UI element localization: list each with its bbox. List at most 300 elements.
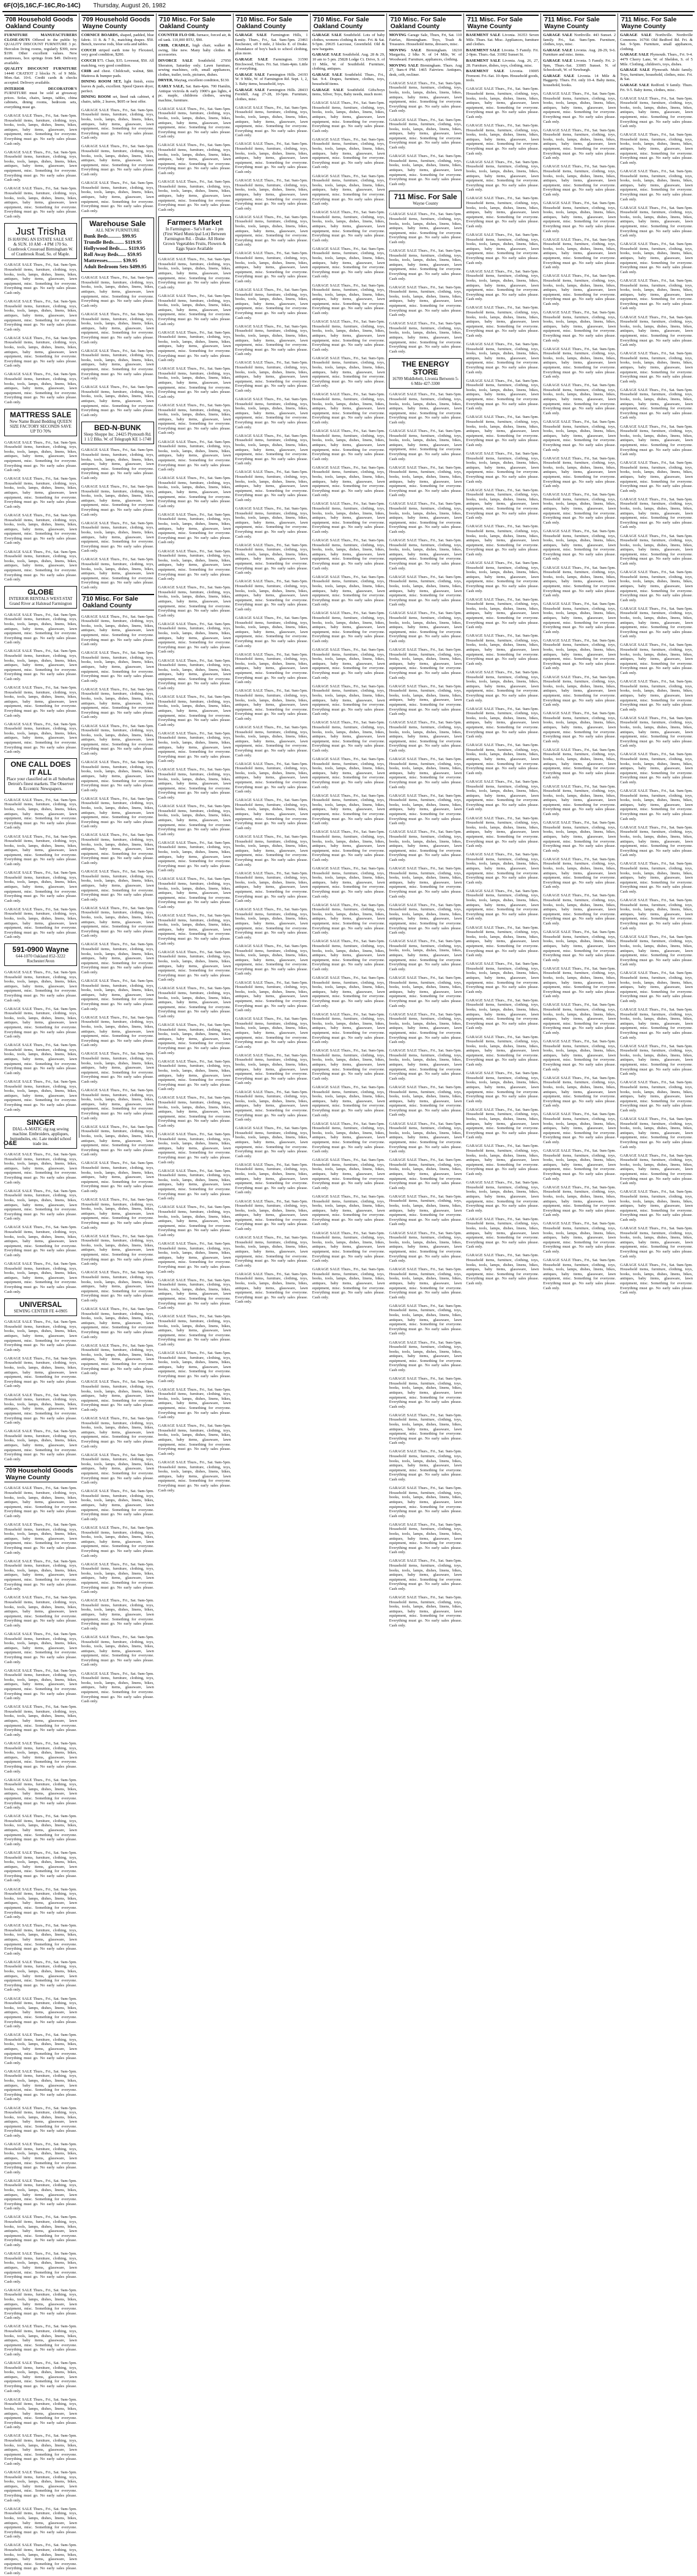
classified-ad-text: GARAGE SALE Thurs., Fri., Sat. 9am-5pm. Household items, furniture, clothing, toys, books, tools, lamps, dishes, linens, bikes, antiques, baby items, glassware, lawn equipment, misc. Something for everyone. Everything must go. No early sales please. Cash only. bbox=[543, 310, 616, 343]
classified-ad-text: GARAGE SALE Thurs., Fri., Sat. 9am-5pm. Household items, furniture, clothing, toys, books, tools, lamps, dishes, linens, bikes, antiques, baby items, glassware, lawn equipment, misc. Something for everyone. Everything must go. No early sales please. Cash only. bbox=[543, 747, 616, 780]
classified-ad-text: GARAGE SALE Thurs., Fri., Sat. 9am-5pm. Household items, furniture, clothing, toys, books, tools, lamps, dishes, linens, bikes, antiques, baby items, glassware, lawn equipment, misc. Something for everyone. Everything must go. No early sales please. Cash only. bbox=[312, 356, 385, 389]
classified-ad bbox=[81, 48, 154, 57]
ad-body: Farmington Hills, 1 family. Thurs., Fri., Sat. 9am-5pm. 23461 Rochester, off 9 mile, 2 blocks E. of Drake. Abundance of boy's back to school clothing, plus more. bbox=[235, 33, 308, 56]
display-ad bbox=[81, 218, 154, 272]
classified-ad-text: GARAGE SALE Thurs., Fri., Sat. 9am-5pm. Household items, furniture, clothing, toys, books, tools, lamps, dishes, linens, bikes, antiques, baby items, glassware, lawn equipment, misc. Something for everyone. Everything must go. No early sales please. Cash only. bbox=[389, 392, 462, 425]
ad-body: Birmingham. Thurs. Aug 27, 9am-4 PM. 1465 Fairview. Antiques, desk, crib, recliner. bbox=[389, 63, 462, 77]
column-3 bbox=[157, 13, 234, 1493]
classified-ad-text: GARAGE SALE Thurs., Fri., Sat. 9am-5pm. Household items, furniture, clothing, toys, books, tools, lamps, dishes, linens, bikes, antiques, baby items, glassware, lawn equipment, misc. Something for everyone. Everything must go. No early sales please. Cash only. bbox=[81, 1416, 154, 1449]
ad-headline: GARAGE SALE bbox=[312, 72, 342, 77]
category-title: 709 Household Goods bbox=[6, 1466, 73, 1474]
classified-ad-text: GARAGE SALE Thurs., Fri., Sat. 9am-5pm. Household items, furniture, clothing, toys, books, tools, lamps, dishes, linens, bikes, antiques, baby items, glassware, lawn equipment, misc. Something for everyone. Everything must go. No early sales please. Cash only. bbox=[389, 321, 462, 354]
classified-ad-text: GARAGE SALE Thurs., Fri., Sat. 9am-5pm. Household items, furniture, clothing, toys, books, tools, lamps, dishes, linens, bikes, antiques, baby items, glassware, lawn equipment, misc. Something for everyone. Everything must go. No early sales please. Cash only. bbox=[4, 1850, 77, 1883]
ad-headline: COUCH bbox=[81, 48, 97, 53]
classified-ad-text: GARAGE SALE Thurs., Fri., Sat. 9am-5pm. Household items, furniture, clothing, toys, books, tools, lamps, dishes, linens, bikes, antiques, baby items, glassware, lawn equipment, misc. Something for everyone. Everything must go. No early sales please. Cash only. bbox=[4, 1595, 77, 1628]
display-ad-text: 16709 Middlebelt, Livonia Between 5-6 Mile 427-3300 bbox=[392, 376, 459, 386]
classified-ad-text: GARAGE SALE Thurs., Fri., Sat. 9am-5pm. Household items, furniture, clothing, toys, books, tools, lamps, dishes, linens, bikes, antiques, baby items, glassware, lawn equipment, misc. Something for everyone. Everything must go. No early sales please. Cash only. bbox=[312, 902, 385, 935]
classified-ad-text: GARAGE SALE Thurs., Fri., Sat. 9am-5pm. Household items, furniture, clothing, toys, books, tools, lamps, dishes, linens, bikes, antiques, baby items, glassware, lawn equipment, misc. Something for everyone. Everything must go. No early sales please. Cash only. bbox=[543, 201, 616, 233]
classified-ad-text: GARAGE SALE Thurs., Fri., Sat. 9am-5pm. Household items, furniture, clothing, toys, books, tools, lamps, dishes, linens, bikes, antiques, baby items, glassware, lawn equipment, misc. Something for everyone. Everything must go. No early sales please. Cash only. bbox=[389, 648, 462, 680]
ad-headline: DIVORCE SALE bbox=[158, 58, 193, 63]
classified-ad-text: GARAGE SALE Thurs., Fri., Sat. 9am-5pm. Household items, furniture, clothing, toys, books, tools, lamps, dishes, linens, bikes, antiques, baby items, glassware, lawn equipment, misc. Something for everyone. Everything must go. No early sales please. Cash only. bbox=[620, 606, 693, 639]
classified-ad-text: GARAGE SALE Thurs., Fri., Sat. 9am-5pm. Household items, furniture, clothing, toys, books, tools, lamps, dishes, linens, bikes, antiques, baby items, glassware, lawn equipment, misc. Something for everyone. Everything must go. No early sales please. Cash only. bbox=[312, 1012, 385, 1045]
classified-ad-text: GARAGE SALE Thurs., Fri., Sat. 9am-5pm. Household items, furniture, clothing, toys, books, tools, lamps, dishes, linens, bikes, antiques, baby items, glassware, lawn equipment, misc. Something for everyone. Everything must go. No early sales please. Cash only. bbox=[389, 574, 462, 607]
price-line: Roll Away Beds...... $59.95 bbox=[83, 251, 142, 257]
classified-ad-text: GARAGE SALE Thurs., Fri., Sat. 9am-5pm. Household items, furniture, clothing, toys, books, tools, lamps, dishes, linens, bikes, antiques, baby items, glassware, lawn equipment, misc. Something for everyone. Everything must go. No early sales please. Cash only. bbox=[389, 1377, 462, 1409]
classified-ad-text: GARAGE SALE Thurs., Fri., Sat. 9am-5pm. Household items, furniture, clothing, toys, books, tools, lamps, dishes, linens, bikes, antiques, baby items, glassware, lawn equipment, misc. Something for everyone. Everything must go. No early sales please. Cash only. bbox=[389, 975, 462, 1008]
ad-body: FURNITURE must be sold at giveaway prices. Sofas, chairs, lamps, tables, china cabinets, dining rooms, bedroom sets, everything must go. bbox=[4, 91, 77, 109]
classified-ad bbox=[158, 33, 231, 42]
ad-headline: DRYER, bbox=[158, 78, 174, 83]
classified-ad-text: GARAGE SALE Thurs., Fri., Sat. 9am-5pm. Household items, furniture, clothing, toys, books, tools, lamps, dishes, linens, bikes, antiques, baby items, glassware, lawn equipment, misc. Something for everyone. Everything must go. No early sales please. Cash only. bbox=[312, 429, 385, 461]
classified-ad-text: GARAGE SALE Thurs., Fri., Sat. 9am-5pm. Household items, furniture, clothing, toys, books, tools, lamps, dishes, linens, bikes, antiques, baby items, glassware, lawn equipment, misc. Something for everyone. Everything must go. No early sales please. Cash only. bbox=[543, 930, 616, 962]
category-title: 710 Misc. For Sale bbox=[313, 16, 369, 23]
category-heading bbox=[4, 1466, 77, 1482]
classified-ad-text: GARAGE SALE Thurs., Fri., Sat. 9am-5pm. Household items, furniture, clothing, toys, books, tools, lamps, dishes, linens, bikes, antiques, baby items, glassware, lawn equipment, misc. Something for everyone. Everything must go. No early sales please. Cash only. bbox=[389, 1158, 462, 1190]
classified-ad-text: GARAGE SALE Thurs., Fri., Sat. 9am-5pm. Household items, furniture, clothing, toys, books, tools, lamps, dishes, linens, bikes, antiques, baby items, glassware, lawn equipment, misc. Something for everyone. Everything must go. No early sales please. Cash only. bbox=[389, 830, 462, 862]
classified-ad-text: GARAGE SALE Thurs., Fri., Sat. 9am-5pm. Household items, furniture, clothing, toys, books, tools, lamps, dishes, linens, bikes, antiques, baby items, glassware, lawn equipment, misc. Something for everyone. Everything must go. No early sales please. Cash only. bbox=[158, 293, 231, 326]
classified-ad-text: GARAGE SALE Thurs., Fri., Sat. 9am-5pm. Household items, furniture, clothing, toys, books, tools, lamps, dishes, linens, bikes, antiques, baby items, glassware, lawn equipment, misc. Something for everyone. Everything must go. No early sales please. Cash only. bbox=[158, 731, 231, 764]
classified-ad-text: GARAGE SALE Thurs., Fri., Sat. 9am-5pm. Household items, furniture, clothing, toys, books, tools, lamps, dishes, linens, bikes, antiques, baby items, glassware, lawn equipment, misc. Something for everyone. Everything must go. No early sales please. Cash only. bbox=[4, 1923, 77, 1956]
classified-ad bbox=[235, 33, 308, 56]
classified-ad-text: GARAGE SALE Thurs., Fri., Sat. 9am-5pm. Household items, furniture, clothing, toys, books, tools, lamps, dishes, linens, bikes, antiques, baby items, glassware, lawn equipment, misc. Something for everyone. Everything must go. No early sales please. Cash only. bbox=[620, 898, 693, 931]
classified-ad bbox=[543, 59, 616, 73]
classified-ad bbox=[312, 33, 385, 51]
column-7 bbox=[464, 13, 541, 1286]
display-ad bbox=[4, 223, 77, 259]
classified-ad-text: GARAGE SALE Thurs., Fri., Sat. 9am-5pm. Household items, furniture, clothing, toys, books, tools, lamps, dishes, linens, bikes, antiques, baby items, glassware, lawn equipment, misc. Something for everyone. Everything must go. No early sales please. Cash only. bbox=[543, 966, 616, 999]
category-heading bbox=[81, 15, 154, 31]
classified-ad bbox=[466, 59, 539, 68]
classified-ad-text: GARAGE SALE Thurs., Fri., Sat. 9am-5pm. Household items, furniture, clothing, toys, books, tools, lamps, dishes, linens, bikes, antiques, baby items, glassware, lawn equipment, misc. Something for everyone. Everything must go. No early sales please. Cash only. bbox=[543, 419, 616, 452]
classified-ad-text: GARAGE SALE Thurs., Fri., Sat. 9am-5pm. Household items, furniture, clothing, toys, books, tools, lamps, dishes, linens, bikes, antiques, baby items, glassware, lawn equipment, misc. Something for everyone. Everything must go. No early sales please. Cash only. bbox=[543, 529, 616, 562]
classified-ad-text: GARAGE SALE Thurs., Fri., Sat. 9am-5pm. Household items, furniture, clothing, toys, books, tools, lamps, dishes, linens, bikes, antiques, baby items, glassware, lawn equipment, misc. Something for everyone. Everything must go. No early sales please. Cash only. bbox=[81, 521, 154, 554]
classified-ad-text: GARAGE SALE Thurs., Fri., Sat. 9am-5pm. Household items, furniture, clothing, toys, books, tools, lamps, dishes, linens, bikes, antiques, baby items, glassware, lawn equipment, misc. Something for everyone. Everything must go. No early sales please. Cash only. bbox=[158, 840, 231, 873]
classified-ad-text: GARAGE SALE Thurs., Fri., Sat. 9am-5pm. Household items, furniture, clothing, toys, books, tools, lamps, dishes, linens, bikes, antiques, baby items, glassware, lawn equipment, misc. Something for everyone. Everything must go. No early sales please. Cash only. bbox=[4, 2178, 77, 2211]
classified-ad-text: GARAGE SALE Thurs., Fri., Sat. 9am-5pm. Household items, furniture, clothing, toys, books, tools, lamps, dishes, linens, bikes, antiques, baby items, glassware, lawn equipment, misc. Something for everyone. Everything must go. No early sales please. Cash only. bbox=[4, 1631, 77, 1664]
classified-ad-text: GARAGE SALE Thurs., Fri., Sat. 9am-5pm. Household items, furniture, clothing, toys, books, tools, lamps, dishes, linens, bikes, antiques, baby items, glassware, lawn equipment, misc. Something for everyone. Everything must go. No early sales please. Cash only. bbox=[81, 1380, 154, 1412]
classified-ad-text: GARAGE SALE Thurs., Fri., Sat. 9am-5pm. Household items, furniture, clothing, toys, books, tools, lamps, dishes, linens, bikes, antiques, baby items, glassware, lawn equipment, misc. Something for everyone. Everything must go. No early sales please. Cash only. bbox=[158, 367, 231, 399]
classified-ad-text: GARAGE SALE Thurs., Fri., Sat. 9am-5pm. Household items, furniture, clothing, toys, books, tools, lamps, dishes, linens, bikes, antiques, baby items, glassware, lawn equipment, misc. Something for everyone. Everything must go. No early sales please. Cash only. bbox=[466, 378, 539, 411]
classified-ad-text: GARAGE SALE Thurs., Fri., Sat. 9am-5pm. Household items, furniture, clothing, toys, books, tools, lamps, dishes, linens, bikes, antiques, baby items, glassware, lawn equipment, misc. Something for everyone. Everything must go. No early sales please. Cash only. bbox=[4, 1523, 77, 1555]
classified-ad-text: GARAGE SALE Thurs., Fri., Sat. 9am-5pm. Household items, furniture, clothing, toys, books, tools, lamps, dishes, linens, bikes, antiques, baby items, glassware, lawn equipment, misc. Something for everyone. Everything must go. No early sales please. Cash only. bbox=[543, 164, 616, 197]
classified-ad-text: GARAGE SALE Thurs., Fri., Sat. 9am-5pm. Household items, furniture, clothing, toys, books, tools, lamps, dishes, linens, bikes, antiques, baby items, glassware, lawn equipment, misc. Something for everyone. Everything must go. No early sales please. Cash only. bbox=[81, 723, 154, 756]
ad-headline: CRIB bbox=[81, 69, 92, 74]
category-county: Oakland County bbox=[236, 23, 286, 30]
classified-ad-text: GARAGE SALE Thurs., Fri., Sat. 9am-5pm. Household items, furniture, clothing, toys, books, tools, lamps, dishes, linens, bikes, antiques, baby items, glassware, lawn equipment, misc. Something for everyone. Everything must go. No early sales please. Cash only. bbox=[620, 169, 693, 202]
classified-ad-text: GARAGE SALE Thurs., Fri., Sat. 9am-5pm. Household items, furniture, clothing, toys, books, tools, lamps, dishes, linens, bikes, antiques, baby items, glassware, lawn equipment, misc. Something for everyone. Everything must go. No early sales please. Cash only. bbox=[389, 1194, 462, 1227]
classified-ad-text: GARAGE SALE Thurs., Fri., Sat. 9am-5pm. Household items, furniture, clothing, toys, books, tools, lamps, dishes, linens, bikes, antiques, baby items, glassware, lawn equipment, misc. Something for everyone. Everything must go. No early sales please. Cash only. bbox=[389, 1559, 462, 1591]
classified-ad-text: GARAGE SALE Thurs., Fri., Sat. 9am-5pm. Household items, furniture, clothing, toys, books, tools, lamps, dishes, linens, bikes, antiques, baby items, glassware, lawn equipment, misc. Something for everyone. Everything must go. No early sales please. Cash only. bbox=[4, 1486, 77, 1518]
classified-ad bbox=[81, 95, 154, 104]
classified-ad-text: GARAGE SALE Thurs., Fri., Sat. 9am-5pm. Household items, furniture, clothing, toys, books, tools, lamps, dishes, linens, bikes, antiques, baby items, glassware, lawn equipment, misc. Something for everyone. Everything must go. No early sales please. Cash only. bbox=[389, 502, 462, 534]
column-2 bbox=[79, 13, 157, 1704]
classified-ad-text: GARAGE SALE Thurs., Fri., Sat. 9am-5pm. Household items, furniture, clothing, toys, books, tools, lamps, dishes, linens, bikes, antiques, baby items, glassware, lawn equipment, misc. Something for everyone. Everything must go. No early sales please. Cash only. bbox=[235, 616, 308, 648]
classified-ad-text: GARAGE SALE Thurs., Fri., Sat. 9am-5pm. Household items, furniture, clothing, toys, books, tools, lamps, dishes, linens, bikes, antiques, baby items, glassware, lawn equipment, misc. Something for everyone. Everything must go. No early sales please. Cash only. bbox=[389, 154, 462, 186]
classified-ad-text: GARAGE SALE Thurs., Fri., Sat. 9am-5pm. Household items, furniture, clothing, toys, books, tools, lamps, dishes, linens, bikes, antiques, baby items, glassware, lawn equipment, misc. Something for everyone. Everything must go. No early sales please. Cash only. bbox=[158, 106, 231, 139]
ad-headline: GARAGE SALE bbox=[312, 33, 342, 37]
ad-headline: FURNITURE MANUFACTURERS CLOSE-OUTS bbox=[4, 33, 77, 42]
classified-ad-text: GARAGE SALE Thurs., Fri., Sat. 9am-5pm. Household items, furniture, clothing, toys, books, tools, lamps, dishes, linens, bikes, antiques, baby items, glassware, lawn equipment, misc. Something for everyone. Everything must go. No early sales please. Cash only. bbox=[543, 711, 616, 744]
classified-ad-text: GARAGE SALE Thurs., Fri., Sat. 9am-5pm. Household items, furniture, clothing, toys, books, tools, lamps, dishes, linens, bikes, antiques, baby items, glassware, lawn equipment, misc. Something for everyone. Everything must go. No early sales please. Cash only. bbox=[81, 1015, 154, 1048]
classified-ad-text: GARAGE SALE Thurs., Fri., Sat. 9am-5pm. Household items, furniture, clothing, toys, books, tools, lamps, dishes, linens, bikes, antiques, baby items, glassware, lawn equipment, misc. Something for everyone. Everything must go. No early sales please. Cash only. bbox=[543, 456, 616, 489]
classified-ad-text: GARAGE SALE Thurs., Fri., Sat. 9am-5pm. Household items, furniture, clothing, toys, books, tools, lamps, dishes, linens, bikes, antiques, baby items, glassware, lawn equipment, misc. Something for everyone. Everything must go. No early sales please. Cash only. bbox=[158, 621, 231, 654]
classified-ad-text: GARAGE SALE Thurs., Fri., Sat. 9am-5pm. Household items, furniture, clothing, toys, books, tools, lamps, dishes, linens, bikes, antiques, baby items, glassware, lawn equipment, misc. Something for everyone. Everything must go. No early sales please. Cash only. bbox=[235, 324, 308, 357]
classified-ad-text: GARAGE SALE Thurs., Fri., Sat. 9am-5pm. Household items, furniture, clothing, toys, books, tools, lamps, dishes, linens, bikes, antiques, baby items, glassware, lawn equipment, misc. Something for everyone. Everything must go. No early sales please. Cash only. bbox=[312, 538, 385, 571]
classified-ad-text: GARAGE SALE Thurs., Fri., Sat. 9am-5pm. Household items, furniture, clothing, toys, books, tools, lamps, dishes, linens, bikes, antiques, baby items, glassware, lawn equipment, misc. Something for everyone. Everything must go. No early sales please. Cash only. bbox=[81, 796, 154, 829]
classified-ad-text: GARAGE SALE Thurs., Fri., Sat. 9am-5pm. Household items, furniture, clothing, toys, books, tools, lamps, dishes, linens, bikes, antiques, baby items, glassware, lawn equipment, misc. Something for everyone. Everything must go. No early sales please. Cash only. bbox=[543, 128, 616, 161]
category-title: 710 Misc. For Sale bbox=[390, 16, 446, 23]
classified-ad-text: GARAGE SALE Thurs., Fri., Sat. 9am-5pm. Household items, furniture, clothing, toys, books, tools, lamps, dishes, linens, bikes, antiques, baby items, glassware, lawn equipment, misc. Something for everyone. Everything must go. No early sales please. Cash only. bbox=[4, 2543, 77, 2575]
category-title: 708 Household Goods bbox=[6, 16, 73, 23]
classified-ad-text: GARAGE SALE Thurs., Fri., Sat. 9am-5pm. Household items, furniture, clothing, toys, books, tools, lamps, dishes, linens, bikes, antiques, baby items, glassware, lawn equipment, misc. Something for everyone. Everything must go. No early sales please. Cash only. bbox=[81, 276, 154, 308]
ad-headline: GARAGE SALE bbox=[543, 48, 573, 53]
classified-ad-text: GARAGE SALE Thurs., Fri., Sat. 9am-5pm. Household items, furniture, clothing, toys, books, tools, lamps, dishes, linens, bikes, antiques, baby items, glassware, lawn equipment, misc. Something for everyone. Everything must go. No early sales please. Cash only. bbox=[81, 1198, 154, 1230]
ad-body: high chair, walker & swing, like new. Many baby clothes & accessories. bbox=[158, 43, 231, 57]
category-county: Oakland County bbox=[159, 23, 209, 30]
classified-ad-text: GARAGE SALE Thurs., Fri., Sat. 9am-5pm. Household items, furniture, clothing, toys, books, tools, lamps, dishes, linens, bikes, antiques, baby items, glassware, lawn equipment, misc. Something for everyone. Everything must go. No early sales please. Cash only. bbox=[4, 722, 77, 755]
classified-ad-text: GARAGE SALE Thurs., Fri., Sat. 9am-5pm. Household items, furniture, clothing, toys, books, tools, lamps, dishes, linens, bikes, antiques, baby items, glassware, lawn equipment, misc. Something for everyone. Everything must go. No early sales please. Cash only. bbox=[4, 1668, 77, 1701]
ad-headline: DINING ROOM bbox=[81, 95, 111, 100]
classified-ad-text: GARAGE SALE Thurs., Fri., Sat. 9am-5pm. Household items, furniture, clothing, toys, books, tools, lamps, dishes, linens, bikes, antiques, baby items, glassware, lawn equipment, misc. Something for everyone. Everything must go. No early sales please. Cash only. bbox=[235, 543, 308, 576]
classified-ad-text: GARAGE SALE Thurs., Fri., Sat. 9am-5pm. Household items, furniture, clothing, toys, books, tools, lamps, dishes, linens, bikes, antiques, baby items, glassware, lawn equipment, misc. Something for everyone. Everything must go. No early sales please. Cash only. bbox=[158, 1278, 231, 1311]
classified-ad-text: GARAGE SALE Thurs., Fri., Sat. 9am-5pm. Household items, furniture, clothing, toys, books, tools, lamps, dishes, linens, bikes, antiques, baby items, glassware, lawn equipment, misc. Something for everyone. Everything must go. No early sales please. Cash only. bbox=[389, 212, 462, 244]
classified-ad-text: GARAGE SALE Thurs., Fri., Sat. 9am-5pm. Household items, furniture, clothing, toys, books, tools, lamps, dishes, linens, bikes, antiques, baby items, glassware, lawn equipment, misc. Something for everyone. Everything must go. No early sales please. Cash only. bbox=[81, 557, 154, 590]
classified-ad-text: GARAGE SALE Thurs., Fri., Sat. 9am-5pm. Household items, furniture, clothing, toys, books, tools, lamps, dishes, linens, bikes, antiques, baby items, glassware, lawn equipment, misc. Something for everyone. Everything must go. No early sales please. Cash only. bbox=[620, 789, 693, 821]
ad-body: Southfield. Thurs., Fri., Sat. 9-4. Drapes, furniture, clothes, toys, household items. bbox=[312, 72, 385, 86]
classified-ad bbox=[4, 67, 77, 85]
classified-ad-text: GARAGE SALE Thurs., Fri., Sat. 9am-5pm. Household items, furniture, clothing, toys, books, tools, lamps, dishes, linens, bikes, antiques, baby items, glassware, lawn equipment, misc. Something for everyone. Everything must go. No early sales please. Cash only. bbox=[389, 611, 462, 643]
classified-ad-text: GARAGE SALE Thurs., Fri., Sat. 9am-5pm. Household items, furniture, clothing, toys, books, tools, lamps, dishes, linens, bikes, antiques, baby items, glassware, lawn equipment, misc. Something for everyone. Everything must go. No early sales please. Cash only. bbox=[81, 1489, 154, 1521]
classified-ad-text: GARAGE SALE Thurs., Fri., Sat. 9am-5pm. Household items, furniture, clothing, toys, books, tools, lamps, dishes, linens, bikes, antiques, baby items, glassware, lawn equipment, misc. Something for everyone. Everything must go. No early sales please. Cash only. bbox=[543, 1003, 616, 1035]
classified-ad-text: GARAGE SALE Thurs., Fri., Sat. 9am-5pm. Household items, furniture, clothing, toys, books, tools, lamps, dishes, linens, bikes, antiques, baby items, glassware, lawn equipment, misc. Something for everyone. Everything must go. No early sales please. Cash only. bbox=[620, 971, 693, 1003]
classified-ad bbox=[81, 33, 154, 47]
classified-ad-text: GARAGE SALE Thurs., Fri., Sat. 9am-5pm. Household items, furniture, clothing, toys, books, tools, lamps, dishes, linens, bikes, antiques, baby items, glassware, lawn equipment, misc. Something for everyone. Everything must go. No early sales please. Cash only. bbox=[4, 970, 77, 1003]
classified-ad-text: GARAGE SALE Thurs., Fri., Sat. 9am-5pm. Household items, furniture, clothing, toys, books, tools, lamps, dishes, linens, bikes, antiques, baby items, glassware, lawn equipment, misc. Something for everyone. Everything must go. No early sales please. Cash only. bbox=[235, 725, 308, 758]
ad-body: Sat. 8am-4pm. 700 Hamlin, Antique victrola & early 1900's gas lights, 4 pc. maple, childrens clothes, sewing machine, furniture. bbox=[158, 84, 231, 103]
classified-ad-text: GARAGE SALE Thurs., Fri., Sat. 9am-5pm. Household items, furniture, clothing, toys, books, tools, lamps, dishes, linens, bikes, antiques, baby items, glassware, lawn equipment, misc. Something for everyone. Everything must go. No early sales please. Cash only. bbox=[543, 638, 616, 671]
display-ad-title: Farmers Market bbox=[167, 218, 222, 227]
classified-ad-text: GARAGE SALE Thurs., Fri., Sat. 9am-5pm. Household items, furniture, clothing, toys, books, tools, lamps, dishes, linens, bikes, antiques, baby items, glassware, lawn equipment, misc. Something for everyone. Everything must go. No early sales please. Cash only. bbox=[312, 611, 385, 643]
ad-body: Livonia. Aug. 26, 27, 28. Furniture, dishes, toys, clothing, misc. bbox=[466, 58, 539, 68]
classified-ad bbox=[466, 69, 539, 83]
category-county: Wayne County bbox=[6, 1473, 50, 1481]
ad-body: set, lined oak cabinet, 4 chairs, table, 2 leaves, $695 or best offer. bbox=[81, 95, 154, 104]
classified-ad-text: GARAGE SALE Thurs., Fri., Sat. 9am-5pm. Household items, furniture, clothing, toys, books, tools, lamps, dishes, linens, bikes, antiques, baby items, glassware, lawn equipment, misc. Something for everyone. Everything must go. No early sales please. Cash only. bbox=[4, 2324, 77, 2357]
classified-ad-text: GARAGE SALE Thurs., Fri., Sat. 9am-5pm. Household items, furniture, clothing, toys, books, tools, lamps, dishes, linens, bikes, antiques, baby items, glassware, lawn equipment, misc. Something for everyone. Everything must go. No early sales please. Cash only. bbox=[235, 1235, 308, 1268]
classified-ad-text: GARAGE SALE Thurs., Fri., Sat. 9am-5pm. Household items, furniture, clothing, toys, books, tools, lamps, dishes, linens, bikes, antiques, baby items, glassware, lawn equipment, misc. Something for everyone. Everything must go. No early sales please. Cash only. bbox=[466, 962, 539, 994]
classified-ad-text: GARAGE SALE Thurs., Fri., Sat. 9am-5pm. Household items, furniture, clothing, toys, books, tools, lamps, dishes, linens, bikes, antiques, baby items, glassware, lawn equipment, misc. Something for everyone. Everything must go. No early sales please. Cash only. bbox=[620, 497, 693, 530]
classified-ad-text: GARAGE SALE Thurs., Fri., Sat. 9am-5pm. Household items, furniture, clothing, toys, books, tools, lamps, dishes, linens, bikes, antiques, baby items, glassware, lawn equipment, misc. Something for everyone. Everything must go. No early sales please. Cash only. bbox=[81, 1234, 154, 1267]
ad-body: Farmington Hills. 24193 W. 9 Mile, W. of Farmington Rd. Sept. 1, 2, 3. Baby items, household, toys. bbox=[235, 72, 308, 86]
ad-body: Southfield. 27050 Sheraton, Saturday only. Lawn furniture, sewing machines, crib, small appliances, clothes, trailer, tools, pictures, dishes. bbox=[158, 58, 231, 77]
display-ad-text: In Farmington - Sat's 8 am - 1 pm (First Ward Municipal Lot) Between Farmington Rd. - Drake. All Home Grown Vegetables Fruits, Flowers & Eggs Space Available bbox=[163, 226, 226, 251]
classified-ad-text: GARAGE SALE Thurs., Fri., Sat. 9am-5pm. Household items, furniture, clothing, toys, books, tools, lamps, dishes, linens, bikes, antiques, baby items, glassware, lawn equipment, misc. Something for everyone. Everything must go. No early sales please. Cash only. bbox=[389, 1048, 462, 1081]
classified-ad-text: GARAGE SALE Thurs., Fri., Sat. 9am-5pm. Household items, furniture, clothing, toys, books, tools, lamps, dishes, linens, bikes, antiques, baby items, glassware, lawn equipment, misc. Something for everyone. Everything must go. No early sales please. Cash only. bbox=[4, 477, 77, 509]
classified-ad-text: GARAGE SALE Thurs., Fri., Sat. 9am-5pm. Household items, furniture, clothing, toys, books, tools, lamps, dishes, linens, bikes, antiques, baby items, glassware, lawn equipment, misc. Something for everyone. Everything must go. No early sales please. Cash only. bbox=[158, 1059, 231, 1092]
ad-body: Northville. Northville Commons. 16766 Old Bedford Rd. Fri. & Sat. 9-5pm. Furniture, small appliances, clothing. bbox=[620, 33, 693, 51]
classified-ad-text: GARAGE SALE Thurs., Fri., Sat. 9am-5pm. Household items, furniture, clothing, toys, books, tools, lamps, dishes, linens, bikes, antiques, baby items, glassware, lawn equipment, misc. Something for everyone. Everything must go. No early sales please. Cash only. bbox=[312, 648, 385, 680]
classified-ad-text: GARAGE SALE Thurs., Fri., Sat. 9am-5pm. Household items, furniture, clothing, toys, books, tools, lamps, dishes, linens, bikes, antiques, baby items, glassware, lawn equipment, misc. Something for everyone. Everything must go. No early sales please. Cash only. bbox=[81, 144, 154, 177]
classified-ad bbox=[312, 88, 385, 97]
ad-headline: COUNTER FLO OIL bbox=[158, 33, 196, 37]
classified-ad-text: GARAGE SALE Thurs., Fri., Sat. 9am-5pm. Household items, furniture, clothing, toys, books, tools, lamps, dishes, linens, bikes, antiques, baby items, glassware, lawn equipment, misc. Something for everyone. Everything must go. No early sales please. Cash only. bbox=[4, 1887, 77, 1920]
column-6 bbox=[387, 13, 464, 1628]
display-ad-text: SEWING CENTER FE 4-0905 bbox=[13, 1308, 68, 1314]
classified-ad-text: GARAGE SALE Thurs., Fri., Sat. 9am-5pm. Household items, furniture, clothing, toys, books, tools, lamps, dishes, linens, bikes, antiques, baby items, glassware, lawn equipment, misc. Something for everyone. Everything must go. No early sales please. Cash only. bbox=[620, 1153, 693, 1186]
page-footer-code: O&E bbox=[4, 1140, 17, 1147]
ad-headline: EARLY SALE, bbox=[158, 84, 185, 89]
classified-ad-text: GARAGE SALE Thurs., Fri., Sat. 9am-5pm. Household items, furniture, clothing, toys, books, tools, lamps, dishes, linens, bikes, antiques, baby items, glassware, lawn equipment, misc. Something for everyone. Everything must go. No early sales please. Cash only. bbox=[389, 1340, 462, 1373]
classified-ad-text: GARAGE SALE Thurs., Fri., Sat. 9am-5pm. Household items, furniture, clothing, toys, books, tools, lamps, dishes, linens, bikes, antiques, baby items, glassware, lawn equipment, misc. Something for everyone. Everything must go. No early sales please. Cash only. bbox=[158, 476, 231, 508]
ad-body: Garage Sale, Thurs, Fri, Sat. 110 Fairfax, Birmingham. Toys, Trash & Treasures. Household items, dressers, misc. bbox=[389, 33, 462, 47]
classified-ad-text: GARAGE SALE Thurs., Fri., Sat. 9am-5pm. Household items, furniture, clothing, toys, books, tools, lamps, dishes, linens, bikes, antiques, baby items, glassware, lawn equipment, misc. Something for everyone. Everything must go. No early sales please. Cash only. bbox=[466, 560, 539, 593]
classified-ad-text: GARAGE SALE Thurs., Fri., Sat. 9am-5pm. Household items, furniture, clothing, toys, books, tools, lamps, dishes, linens, bikes, antiques, baby items, glassware, lawn equipment, misc. Something for everyone. Everything must go. No early sales please. Cash only. bbox=[81, 651, 154, 683]
category-county: Oakland County bbox=[6, 23, 55, 30]
category-heading bbox=[81, 594, 154, 610]
classified-ad-text: GARAGE SALE Thurs., Fri., Sat. 9am-5pm. Household items, furniture, clothing, toys, books, tools, lamps, dishes, linens, bikes, antiques, baby items, glassware, lawn equipment, misc. Something for everyone. Everything must go. No early sales please. Cash only. bbox=[389, 866, 462, 899]
classified-ad-text: GARAGE SALE Thurs., Fri., Sat. 9am-5pm. Household items, furniture, clothing, toys, books, tools, lamps, dishes, linens, bikes, antiques, baby items, glassware, lawn equipment, misc. Something for everyone. Everything must go. No early sales please. Cash only. bbox=[389, 1595, 462, 1628]
classified-ad-text: GARAGE SALE Thurs., Fri., Sat. 9am-5pm. Household items, furniture, clothing, toys, books, tools, lamps, dishes, linens, bikes, antiques, baby items, glassware, lawn equipment, misc. Something for everyone. Everything must go. No early sales please. Cash only. bbox=[235, 397, 308, 430]
ad-body: Plymouth. Multi family. Toys, furniture, household, clothes, misc. Fri. & Sat. bbox=[620, 68, 693, 82]
classified-ad-text: GARAGE SALE Thurs., Fri., Sat. 9am-5pm. Household items, furniture, clothing, toys, books, tools, lamps, dishes, linens, bikes, antiques, baby items, glassware, lawn equipment, misc. Something for everyone. Everything must go. No early sales please. Cash only. bbox=[543, 383, 616, 415]
page-folio bbox=[4, 2, 166, 9]
classified-ad-text: GARAGE SALE Thurs., Fri., Sat. 9am-5pm. Household items, furniture, clothing, toys, books, tools, lamps, dishes, linens, bikes, antiques, baby items, glassware, lawn equipment, misc. Something for everyone. Everything must go. No early sales please. Cash only. bbox=[543, 1039, 616, 1072]
category-heading bbox=[235, 15, 308, 31]
ad-headline: GARAGE SALE bbox=[620, 68, 651, 73]
classified-ad-text: GARAGE SALE Thurs., Fri., Sat. 9am-5pm. Household items, furniture, clothing, toys, books, tools, lamps, dishes, linens, bikes, antiques, baby items, glassware, lawn equipment, misc. Something for everyone. Everything must go. No early sales please. Cash only. bbox=[466, 87, 539, 119]
display-ad-title: THE ENERGY STORE bbox=[401, 359, 449, 376]
ad-body: Offered to the public by QUALITY DISCOUNT FURNITURE 3 pc. Herculon living rooms, regularly $399, now $199. Other excellent values. New mattresses, box springs from $49. Delivery available. bbox=[4, 37, 77, 65]
classified-ad-text: GARAGE SALE Thurs., Fri., Sat. 9am-5pm. Household items, furniture, clothing, toys, books, tools, lamps, dishes, linens, bikes, antiques, baby items, glassware, lawn equipment, misc. Something for everyone. Everything must go. No early sales please. Cash only. bbox=[158, 330, 231, 363]
classified-ad-text: GARAGE SALE Thurs., Fri., Sat. 9am-5pm. Household items, furniture, clothing, toys, books, tools, lamps, dishes, linens, bikes, antiques, baby items, glassware, lawn equipment, misc. Something for everyone. Everything must go. No early sales please. Cash only. bbox=[620, 679, 693, 712]
classified-ad-text: GARAGE SALE Thurs., Fri., Sat. 9am-5pm. Household items, furniture, clothing, toys, books, tools, lamps, dishes, linens, bikes, antiques, baby items, glassware, lawn equipment, misc. Something for everyone. Everything must go. No early sales please. Cash only. bbox=[4, 549, 77, 582]
classified-ad-text: GARAGE SALE Thurs., Fri., Sat. 9am-5pm. Household items, furniture, clothing, toys, books, tools, lamps, dishes, linens, bikes, antiques, baby items, glassware, lawn equipment, misc. Something for everyone. Everything must go. No early sales please. Cash only. bbox=[158, 1205, 231, 1237]
ad-body: Southfield. Lots of baby clothes, womens clothing & misc. Fri. & Sat. 9-5pm. 29635 Lacrosse, Greenfield. Old & new bargains. bbox=[312, 33, 385, 51]
classified-ad-text: GARAGE SALE Thurs., Fri., Sat. 9am-5pm. Household items, furniture, clothing, toys, books, tools, lamps, dishes, linens, bikes, antiques, baby items, glassware, lawn equipment, misc. Something for everyone. Everything must go. No early sales please. Cash only. bbox=[158, 403, 231, 436]
column-9 bbox=[618, 13, 695, 1295]
classified-ad-text: GARAGE SALE Thurs., Fri., Sat. 9am-5pm. Household items, furniture, clothing, toys, books, tools, lamps, dishes, linens, bikes, antiques, baby items, glassware, lawn equipment, misc. Something for everyone. Everything must go. No early sales please. Cash only. bbox=[81, 833, 154, 866]
display-ad-text: New Name Brand Bedding QUEEN SIZE FACTORY SECONDS SAVE UP TO 70% bbox=[9, 419, 72, 434]
classified-ad-text: GARAGE SALE Thurs., Fri., Sat. 9am-5pm. Household items, furniture, clothing, toys, books, tools, lamps, dishes, linens, bikes, antiques, baby items, glassware, lawn equipment, misc. Something for everyone. Everything must go. No early sales please. Cash only. bbox=[158, 804, 231, 836]
ad-headline: GARAGE SALE bbox=[235, 57, 268, 62]
ad-headline: BASEMENT SALE bbox=[466, 48, 501, 53]
classified-ad-text: GARAGE SALE Thurs., Fri., Sat. 9am-5pm. Household items, furniture, clothing, toys, books, tools, lamps, dishes, linens, bikes, antiques, baby items, glassware, lawn equipment, misc. Something for everyone. Everything must go. No early sales please. Cash only. bbox=[466, 524, 539, 557]
display-ad-text: 644-1070 Oakland 852-3222 Rochester/Avon bbox=[16, 954, 65, 964]
ad-headline: GARAGE SALE bbox=[312, 53, 342, 57]
classified-columns bbox=[2, 13, 695, 2575]
category-title: 709 Household Goods bbox=[82, 16, 150, 23]
classified-ad-text: GARAGE SALE Thurs., Fri., Sat. 9am-5pm. Household items, furniture, clothing, toys, books, tools, lamps, dishes, linens, bikes, antiques, baby items, glassware, lawn equipment, misc. Something for everyone. Everything must go. No early sales please. Cash only. bbox=[158, 1168, 231, 1201]
classified-ad-text: GARAGE SALE Thurs., Fri., Sat. 9am-5pm. Household items, furniture, clothing, toys, books, tools, lamps, dishes, linens, bikes, antiques, baby items, glassware, lawn equipment, misc. Something for everyone. Everything must go. No early sales please. Cash only. bbox=[389, 1449, 462, 1482]
classified-ad-text: GARAGE SALE Thurs., Fri., Sat. 9am-5pm. Household items, furniture, clothing, toys, books, tools, lamps, dishes, linens, bikes, antiques, baby items, glassware, lawn equipment, misc. Something for everyone. Everything must go. No early sales please. Cash only. bbox=[158, 180, 231, 212]
classified-ad-text: GARAGE SALE Thurs., Fri., Sat. 9am-5pm. Household items, furniture, clothing, toys, books, tools, lamps, dishes, linens, bikes, antiques, baby items, glassware, lawn equipment, misc. Something for everyone. Everything must go. No early sales please. Cash only. bbox=[4, 2397, 77, 2430]
classified-ad bbox=[620, 53, 693, 67]
category-county: Wayne County bbox=[467, 23, 512, 30]
classified-ad-text: GARAGE SALE Thurs., Fri., Sat. 9am-5pm. Household items, furniture, clothing, toys, books, tools, lamps, dishes, linens, bikes, antiques, baby items, glassware, lawn equipment, misc. Something for everyone. Everything must go. No early sales please. Cash only. bbox=[543, 893, 616, 926]
classified-ad-text: GARAGE SALE Thurs., Fri., Sat. 9am-5pm. Household items, furniture, clothing, toys, books, tools, lamps, dishes, linens, bikes, antiques, baby items, glassware, lawn equipment, misc. Something for everyone. Everything must go. No early sales please. Cash only. bbox=[543, 857, 616, 890]
classified-ad-text: GARAGE SALE Thurs., Fri., Sat. 9am-5pm. Household items, furniture, clothing, toys, books, tools, lamps, dishes, linens, bikes, antiques, baby items, glassware, lawn equipment, misc. Something for everyone. Everything must go. No early sales please. Cash only. bbox=[466, 743, 539, 775]
classified-ad-text: GARAGE SALE Thurs., Fri., Sat. 9am-5pm. Household items, furniture, clothing, toys, books, tools, lamps, dishes, linens, bikes, antiques, baby items, glassware, lawn equipment, misc. Something for everyone. Everything must go. No early sales please. Cash only. bbox=[620, 133, 693, 165]
category-heading bbox=[389, 15, 462, 31]
classified-ad-text: GARAGE SALE Thurs., Fri., Sat. 9am-5pm. Household items, furniture, clothing, toys, books, tools, lamps, dishes, linens, bikes, antiques, baby items, glassware, lawn equipment, misc. Something for everyone. Everything must go. No early sales please. Cash only. bbox=[466, 306, 539, 338]
classified-ad-text: GARAGE SALE Thurs., Fri., Sat. 9am-5pm. Household items, furniture, clothing, toys, books, tools, lamps, dishes, linens, bikes, antiques, baby items, glassware, lawn equipment, misc. Something for everyone. Everything must go. No early sales please. Cash only. bbox=[312, 720, 385, 753]
classified-ad-text: GARAGE SALE Thurs., Fri., Sat. 9am-5pm. Household items, furniture, clothing, toys, books, tools, lamps, dishes, linens, bikes, antiques, baby items, glassware, lawn equipment, misc. Something for everyone. Everything must go. No early sales please. Cash only. bbox=[466, 196, 539, 229]
ad-headline: MOVING bbox=[389, 33, 407, 37]
classified-ad bbox=[466, 33, 539, 47]
classified-ad-text: GARAGE SALE Thurs., Fri., Sat. 9am-5pm. Household items, furniture, clothing, toys, books, tools, lamps, dishes, linens, bikes, antiques, baby items, glassware, lawn equipment, misc. Something for everyone. Everything must go. No early sales please. Cash only. bbox=[312, 246, 385, 279]
classified-ad-text: GARAGE SALE Thurs., Fri., Sat. 9am-5pm. Household items, furniture, clothing, toys, books, tools, lamps, dishes, linens, bikes, antiques, baby items, glassware, lawn equipment, misc. Something for everyone. Everything must go. No early sales please. Cash only. bbox=[543, 237, 616, 270]
classified-ad-text: GARAGE SALE Thurs., Fri., Sat. 9am-5pm. Household items, furniture, clothing, toys, books, tools, lamps, dishes, linens, bikes, antiques, baby items, glassware, lawn equipment, misc. Something for everyone. Everything must go. No early sales please. Cash only. bbox=[620, 315, 693, 348]
classified-ad-text: GARAGE SALE Thurs., Fri., Sat. 9am-5pm. Household items, furniture, clothing, toys, books, tools, lamps, dishes, linens, bikes, antiques, baby items, glassware, lawn equipment, misc. Something for everyone. Everything must go. No early sales please. Cash only. bbox=[389, 117, 462, 150]
classified-ad-text: GARAGE SALE Thurs., Fri., Sat. 9am-5pm. Household items, furniture, clothing, toys, books, tools, lamps, dishes, linens, bikes, antiques, baby items, glassware, lawn equipment, misc. Something for everyone. Everything must go. No early sales please. Cash only. bbox=[4, 1777, 77, 1810]
classified-ad-text: GARAGE SALE Thurs., Fri., Sat. 9am-5pm. Household items, furniture, clothing, toys, books, tools, lamps, dishes, linens, bikes, antiques, baby items, glassware, lawn equipment, misc. Something for everyone. Everything must go. No early sales please. Cash only. bbox=[466, 342, 539, 375]
classified-ad-text: GARAGE SALE Thurs., Fri., Sat. 9am-5pm. Household items, furniture, clothing, toys, books, tools, lamps, dishes, linens, bikes, antiques, baby items, glassware, lawn equipment, misc. Something for everyone. Everything must go. No early sales please. Cash only. bbox=[466, 706, 539, 739]
classified-ad-text: GARAGE SALE Thurs., Fri., Sat. 9am-5pm. Household items, furniture, clothing, toys, books, tools, lamps, dishes, linens, bikes, antiques, baby items, glassware, lawn equipment, misc. Something for everyone. Everything must go. No early sales please. Cash only. bbox=[81, 1052, 154, 1084]
classified-ad-text: GARAGE SALE Thurs., Fri., Sat. 9am-5pm. Household items, furniture, clothing, toys, books, tools, lamps, dishes, linens, bikes, antiques, baby items, glassware, lawn equipment, misc. Something for everyone. Everything must go. No early sales please. Cash only. bbox=[81, 1634, 154, 1667]
classified-ad-text: GARAGE SALE Thurs., Fri., Sat. 9am-5pm. Household items, furniture, clothing, toys, books, tools, lamps, dishes, linens, bikes, antiques, baby items, glassware, lawn equipment, misc. Something for everyone. Everything must go. No early sales please. Cash only. bbox=[389, 1522, 462, 1555]
classified-ad-text: GARAGE SALE Thurs., Fri., Sat. 9am-5pm. Household items, furniture, clothing, toys, books, tools, lamps, dishes, linens, bikes, antiques, baby items, glassware, lawn equipment, misc. Something for everyone. Everything must go. No early sales please. Cash only. bbox=[312, 502, 385, 534]
classified-ad-text: GARAGE SALE Thurs., Fri., Sat. 9am-5pm. Household items, furniture, clothing, toys, books, tools, lamps, dishes, linens, bikes, antiques, baby items, glassware, lawn equipment, misc. Something for everyone. Everything must go. No early sales please. Cash only. bbox=[4, 834, 77, 867]
classified-ad-text: GARAGE SALE Thurs., Fri., Sat. 9am-5pm. Household items, furniture, clothing, toys, books, tools, lamps, dishes, linens, bikes, antiques, baby items, glassware, lawn equipment, misc. Something for everyone. Everything must go. No early sales please. Cash only. bbox=[235, 1199, 308, 1232]
classified-ad-text: GARAGE SALE Thurs., Fri., Sat. 9am-5pm. Household items, furniture, clothing, toys, books, tools, lamps, dishes, linens, bikes, antiques, baby items, glassware, lawn equipment, misc. Something for everyone. Everything must go. No early sales please. Cash only. bbox=[158, 549, 231, 582]
classified-ad-text: GARAGE SALE Thurs., Fri., Sat. 9am-5pm. Household items, furniture, clothing, toys, books, tools, lamps, dishes, linens, bikes, antiques, baby items, glassware, lawn equipment, misc. Something for everyone. Everything must go. No early sales please. Cash only. bbox=[620, 1008, 693, 1040]
classified-ad bbox=[620, 83, 693, 92]
category-county: Wayne County bbox=[82, 23, 127, 30]
classified-ad-text: GARAGE SALE Thurs., Fri., Sat. 9am-5pm. Household items, furniture, clothing, toys, books, tools, lamps, dishes, linens, bikes, antiques, baby items, glassware, lawn equipment, misc. Something for everyone. Everything must go. No early sales please. Cash only. bbox=[81, 760, 154, 792]
classified-ad-text: GARAGE SALE Thurs., Fri., Sat. 9am-5pm. Household items, furniture, clothing, toys, books, tools, lamps, dishes, linens, bikes, antiques, baby items, glassware, lawn equipment, misc. Something for everyone. Everything must go. No early sales please. Cash only. bbox=[312, 1194, 385, 1227]
price-line: Hollywood Beds...... $119.95 bbox=[83, 244, 146, 251]
classified-ad-text: GARAGE SALE Thurs., Fri., Sat. 9am-5pm. Household items, furniture, clothing, toys, books, tools, lamps, dishes, linens, bikes, antiques, baby items, glassware, lawn equipment, misc. Something for everyone. Everything must go. No early sales please. Cash only. bbox=[4, 1429, 77, 1462]
category-title: 711 Misc. For Sale bbox=[467, 16, 523, 23]
classified-ad-text: GARAGE SALE Thurs., Fri., Sat. 9am-5pm. Household items, furniture, clothing, toys, books, tools, lamps, dishes, linens, bikes, antiques, baby items, glassware, lawn equipment, misc. Something for everyone. Everything must go. No early sales please. Cash only. bbox=[620, 1190, 693, 1222]
ad-headline: CORNICE BOARDS, bbox=[81, 33, 119, 37]
classified-ad-text: GARAGE SALE Thurs., Fri., Sat. 9am-5pm. Household items, furniture, clothing, toys, books, tools, lamps, dishes, linens, bikes, antiques, baby items, glassware, lawn equipment, misc. Something for everyone. Everything must go. No early sales please. Cash only. bbox=[4, 649, 77, 681]
display-ad-title: Just Trisha bbox=[15, 225, 66, 237]
classified-ad-text: GARAGE SALE Thurs., Fri., Sat. 9am-5pm. Household items, furniture, clothing, toys, books, tools, lamps, dishes, linens, bikes, antiques, baby items, glassware, lawn equipment, misc. Something for everyone. Everything must go. No early sales please. Cash only. bbox=[81, 869, 154, 902]
display-ad bbox=[158, 216, 231, 254]
display-ad-text: Wayne County bbox=[413, 200, 438, 206]
classified-ad bbox=[620, 33, 693, 51]
classified-ad-text: GARAGE SALE Thurs., Fri., Sat. 9am-5pm. Household items, furniture, clothing, toys, books, tools, lamps, dishes, linens, bikes, antiques, baby items, glassware, lawn equipment, misc. Something for everyone. Everything must go. No early sales please. Cash only. bbox=[543, 1258, 616, 1290]
ad-headline: BASEMENT SALE bbox=[466, 69, 504, 74]
classified-ad-text: GARAGE SALE Thurs., Fri., Sat. 9am-5pm. Household items, furniture, clothing, toys, books, tools, lamps, dishes, linens, bikes, antiques, baby items, glassware, lawn equipment, misc. Something for everyone. Everything must go. No early sales please. Cash only. bbox=[235, 288, 308, 320]
classified-ad-text: GARAGE SALE Thurs., Fri., Sat. 9am-5pm. Household items, furniture, clothing, toys, books, tools, lamps, dishes, linens, bikes, antiques, baby items, glassware, lawn equipment, misc. Something for everyone. Everything must go. No early sales please. Cash only. bbox=[4, 440, 77, 473]
classified-ad-text: GARAGE SALE Thurs., Fri., Sat. 9am-5pm. Household items, furniture, clothing, toys, books, tools, lamps, dishes, linens, bikes, antiques, baby items, glassware, lawn equipment, misc. Something for everyone. Everything must go. No early sales please. Cash only. bbox=[620, 461, 693, 493]
classified-ad-text: GARAGE SALE Thurs., Fri., Sat. 9am-5pm. Household items, furniture, clothing, toys, books, tools, lamps, dishes, linens, bikes, antiques, baby items, glassware, lawn equipment, misc. Something for everyone. Everything must go. No early sales please. Cash only. bbox=[312, 1048, 385, 1081]
ad-headline: INTERIOR DECORATOR'S bbox=[4, 86, 77, 91]
display-ad bbox=[4, 409, 77, 436]
ad-body: Livonia. 14 Mile & Haggerty. Thurs. Fri. only 10-4. Baby items, household, books. bbox=[543, 73, 616, 87]
ad-body: $75. Chair, $35. Loveseat, $50. All matching, very good condition. bbox=[81, 58, 154, 68]
classified-ad-text: GARAGE SALE Thurs., Fri., Sat. 9am-5pm. Household items, furniture, clothing, toys, books, tools, lamps, dishes, linens, bikes, antiques, baby items, glassware, lawn equipment, misc. Something for everyone. Everything must go. No early sales please. Cash only. bbox=[466, 925, 539, 958]
classified-ad-text: GARAGE SALE Thurs., Fri., Sat. 9am-5pm. Household items, furniture, clothing, toys, books, tools, lamps, dishes, linens, bikes, antiques, baby items, glassware, lawn equipment, misc. Something for everyone. Everything must go. No early sales please. Cash only. bbox=[620, 752, 693, 785]
classified-ad-text: GARAGE SALE Thurs., Fri., Sat. 9am-5pm. Household items, furniture, clothing, toys, books, tools, lamps, dishes, linens, bikes, antiques, baby items, glassware, lawn equipment, misc. Something for everyone. Everything must go. No early sales please. Cash only. bbox=[4, 2506, 77, 2539]
ad-body: Southfield. Gifts/boys items, Silver, Toys, Baby needs, much more. bbox=[312, 87, 385, 97]
ad-headline: DINING ROOM SET, bbox=[81, 79, 122, 84]
price-line: Mattresses........... $39.95 bbox=[83, 257, 138, 263]
display-ad-text: Place your classified ad in all Suburban Detroit's finest markets. The Observer & Eccentric Newspapers. bbox=[7, 777, 75, 792]
classified-ad-text: GARAGE SALE Thurs., Fri., Sat. 9am-5pm. Household items, furniture, clothing, toys, books, tools, lamps, dishes, linens, bikes, antiques, baby items, glassware, lawn equipment, misc. Something for everyone. Everything must go. No early sales please. Cash only. bbox=[235, 1089, 308, 1122]
classified-ad-text: GARAGE SALE Thurs., Fri., Sat. 9am-5pm. Household items, furniture, clothing, toys, books, tools, lamps, dishes, linens, bikes, antiques, baby items, glassware, lawn equipment, misc. Something for everyone. Everything must go. No early sales please. Cash only. bbox=[81, 1088, 154, 1121]
classified-ad-text: GARAGE SALE Thurs., Fri., Sat. 9am-5pm. Household items, furniture, clothing, toys, books, tools, lamps, dishes, linens, bikes, antiques, baby items, glassware, lawn equipment, misc. Something for everyone. Everything must go. No early sales please. Cash only. bbox=[4, 1262, 77, 1294]
classified-ad-text: GARAGE SALE Thurs., Fri., Sat. 9am-5pm. Household items, furniture, clothing, toys, books, tools, lamps, dishes, linens, bikes, antiques, baby items, glassware, lawn equipment, misc. Something for everyone. Everything must go. No early sales please. Cash only. bbox=[543, 821, 616, 853]
classified-ad bbox=[158, 43, 231, 57]
ad-body: Southfield. Aug. 28 & 29, 10 am to 5 pm. 25828 Lodge Ct. Drive, S. of 11 Mile, W. of Southfield. Furniture, clothing, antiques. bbox=[312, 53, 385, 71]
ad-headline: GARAGE SALE bbox=[543, 73, 575, 78]
classified-ad-text: GARAGE SALE Thurs., Fri., Sat. 9am-5pm. Household items, furniture, clothing, toys, books, tools, lamps, dishes, linens, bikes, antiques, baby items, glassware, lawn equipment, misc. Something for everyone. Everything must go. No early sales please. Cash only. bbox=[235, 1126, 308, 1158]
classified-ad-text: GARAGE SALE Thurs., Fri., Sat. 9am-5pm. Household items, furniture, clothing, toys, books, tools, lamps, dishes, linens, bikes, antiques, baby items, glassware, lawn equipment, misc. Something for everyone. Everything must go. No early sales please. Cash only. bbox=[543, 1185, 616, 1218]
classified-ad bbox=[81, 79, 154, 93]
classified-ad-text: GARAGE SALE Thurs., Fri., Sat. 9am-5pm. Household items, furniture, clothing, toys, books, tools, lamps, dishes, linens, bikes, antiques, baby items, glassware, lawn equipment, misc. Something for everyone. Everything must go. No early sales please. Cash only. bbox=[4, 1959, 77, 1992]
classified-ad-text: GARAGE SALE Thurs., Fri., Sat. 9am-5pm. Household items, furniture, clothing, toys, books, tools, lamps, dishes, linens, bikes, antiques, baby items, glassware, lawn equipment, misc. Something for everyone. Everything must go. No early sales please. Cash only. bbox=[158, 658, 231, 691]
display-ad-text: IS HAVING AN ESTATE SALE SAT. & SUN. 10 AM - 4 PM 170 So. Cranbrook Crossroad Birmingham W. of Cranbrook Road, So. of Maple. bbox=[7, 236, 74, 257]
classified-ad-text: GARAGE SALE Thurs., Fri., Sat. 9am-5pm. Household items, furniture, clothing, toys, books, tools, lamps, dishes, linens, bikes, antiques, baby items, glassware, lawn equipment, misc. Something for everyone. Everything must go. No early sales please. Cash only. bbox=[235, 834, 308, 867]
classified-ad-text: GARAGE SALE Thurs., Fri., Sat. 9am-5pm. Household items, furniture, clothing, toys, books, tools, lamps, dishes, linens, bikes, antiques, baby items, glassware, lawn equipment, misc. Something for everyone. Everything must go. No early sales please. Cash only. bbox=[466, 597, 539, 630]
classified-ad-text: GARAGE SALE Thurs., Fri., Sat. 9am-5pm. Household items, furniture, clothing, toys, books, tools, lamps, dishes, linens, bikes, antiques, baby items, glassware, lawn equipment, misc. Something for everyone. Everything must go. No early sales please. Cash only. bbox=[312, 1231, 385, 1264]
display-ad-text: ALL NEW FURNITURE bbox=[95, 227, 140, 233]
display-ad-title: Warehouse Sale bbox=[89, 219, 146, 228]
display-ad bbox=[4, 586, 77, 609]
classified-ad-text: GARAGE SALE Thurs., Fri., Sat. 9am-5pm. Household items, furniture, clothing, toys, books, tools, lamps, dishes, linens, bikes, antiques, baby items, glassware, lawn equipment, misc. Something for everyone. Everything must go. No early sales please. Cash only. bbox=[158, 439, 231, 472]
classified-ad-text: GARAGE SALE Thurs., Fri., Sat. 9am-5pm. Household items, furniture, clothing, toys, books, tools, lamps, dishes, linens, bikes, antiques, baby items, glassware, lawn equipment, misc. Something for everyone. Everything must go. No early sales please. Cash only. bbox=[158, 1023, 231, 1055]
ad-headline: GARAGE SALE bbox=[620, 33, 652, 37]
ad-body: 14440 CRATIOT 2 blocks N. of 9 Mile. Mon.-Sat. 10-6. Credit cards & checks accepted. Delivery available. bbox=[4, 71, 77, 85]
classified-ad-text: GARAGE SALE Thurs., Fri., Sat. 9am-5pm. Household items, furniture, clothing, toys, books, tools, lamps, dishes, linens, bikes, antiques, baby items, glassware, lawn equipment, misc. Something for everyone. Everything must go. No early sales please. Cash only. bbox=[4, 2288, 77, 2321]
classified-ad-text: GARAGE SALE Thurs., Fri., Sat. 9am-5pm. Household items, furniture, clothing, toys, books, tools, lamps, dishes, linens, bikes, antiques, baby items, glassware, lawn equipment, misc. Something for everyone. Everything must go. No early sales please. Cash only. bbox=[235, 980, 308, 1013]
classified-ad-text: GARAGE SALE Thurs., Fri., Sat. 9am-5pm. Household items, furniture, clothing, toys, books, tools, lamps, dishes, linens, bikes, antiques, baby items, glassware, lawn equipment, misc. Something for everyone. Everything must go. No early sales please. Cash only. bbox=[4, 2142, 77, 2175]
classified-ad-text: GARAGE SALE Thurs., Fri., Sat. 9am-5pm. Household items, furniture, clothing, toys, books, tools, lamps, dishes, linens, bikes, antiques, baby items, glassware, lawn equipment, misc. Something for everyone. Everything must go. No early sales please. Cash only. bbox=[389, 1303, 462, 1336]
classified-ad bbox=[312, 53, 385, 71]
classified-ad-text: GARAGE SALE Thurs., Fri., Sat. 9am-5pm. Household items, furniture, clothing, toys, books, tools, lamps, dishes, linens, bikes, antiques, baby items, glassware, lawn equipment, misc. Something for everyone. Everything must go. No early sales please. Cash only. bbox=[158, 1387, 231, 1420]
ad-headline: GARAGE SALE bbox=[235, 33, 267, 37]
classified-ad-text: GARAGE SALE Thurs., Fri., Sat. 9am-5pm. Household items, furniture, clothing, toys, books, tools, lamps, dishes, linens, bikes, antiques, baby items, glassware, lawn equipment, misc. Something for everyone. Everything must go. No early sales please. Cash only. bbox=[312, 793, 385, 826]
display-ad-title: UNIVERSAL bbox=[19, 1300, 62, 1309]
category-heading bbox=[466, 15, 539, 31]
classified-ad-text: GARAGE SALE Thurs., Fri., Sat. 9am-5pm. Household items, furniture, clothing, toys, books, tools, lamps, dishes, linens, bikes, antiques, baby items, glassware, lawn equipment, misc. Something for everyone. Everything must go. No early sales please. Cash only. bbox=[235, 689, 308, 721]
classified-ad-text: GARAGE SALE Thurs., Fri., Sat. 9am-5pm. Household items, furniture, clothing, toys, books, tools, lamps, dishes, linens, bikes, antiques, baby items, glassware, lawn equipment, misc. Something for everyone. Everything must go. No early sales please. Cash only. bbox=[389, 684, 462, 717]
ad-body: Farmington Hills. 28433 Fernhill, Aug 27-28, 10-5pm. Furniture, clothes, misc. bbox=[235, 87, 308, 101]
classified-ad-text: GARAGE SALE Thurs., Fri., Sat. 9am-5pm. Household items, furniture, clothing, toys, books, tools, lamps, dishes, linens, bikes, antiques, baby items, glassware, lawn equipment, misc. Something for everyone. Everything must go. No early sales please. Cash only. bbox=[543, 675, 616, 708]
classified-ad-text: GARAGE SALE Thurs., Fri., Sat. 9am-5pm. Household items, furniture, clothing, toys, books, tools, lamps, dishes, linens, bikes, antiques, baby items, glassware, lawn equipment, misc. Something for everyone. Everything must go. No early sales please. Cash only. bbox=[235, 360, 308, 393]
classified-ad-text: GARAGE SALE Thurs., Fri., Sat. 9am-5pm. Household items, furniture, clothing, toys, books, tools, lamps, dishes, linens, bikes, antiques, baby items, glassware, lawn equipment, misc. Something for everyone. Everything must go. No early sales please. Cash only. bbox=[158, 1096, 231, 1128]
classified-ad-text: GARAGE SALE Thurs., Fri., Sat. 9am-5pm. Household items, furniture, clothing, toys, books, tools, lamps, dishes, linens, bikes, antiques, baby items, glassware, lawn equipment, misc. Something for everyone. Everything must go. No early sales please. Cash only. bbox=[235, 142, 308, 175]
display-ad-text: DIAL-A-MATIC zig zag sewing machine. Embroiders, appliques, buttonholes, etc. Late model school trade ins. bbox=[10, 1126, 72, 1146]
category-heading bbox=[620, 15, 693, 31]
classified-ad-text: GARAGE SALE Thurs., Fri., Sat. 9am-5pm. Household items, furniture, clothing, toys, books, tools, lamps, dishes, linens, bikes, antiques, baby items, glassware, lawn equipment, misc. Something for everyone. Everything must go. No early sales please. Cash only. bbox=[466, 634, 539, 666]
classified-ad bbox=[81, 69, 154, 78]
classified-ad-text: GARAGE SALE Thurs., Fri., Sat. 9am-5pm. Household items, furniture, clothing, toys, books, tools, lamps, dishes, linens, bikes, antiques, baby items, glassware, lawn equipment, misc. Something for everyone. Everything must go. No early sales please. Cash only. bbox=[4, 150, 77, 183]
classified-ad-text: GARAGE SALE Thurs., Fri., Sat. 9am-5pm. Household items, furniture, clothing, toys, books, tools, lamps, dishes, linens, bikes, antiques, baby items, glassware, lawn equipment, misc. Something for everyone. Everything must go. No early sales please. Cash only. bbox=[620, 533, 693, 566]
classified-ad-text: GARAGE SALE Thurs., Fri., Sat. 9am-5pm. Household items, furniture, clothing, toys, books, tools, lamps, dishes, linens, bikes, antiques, baby items, glassware, lawn equipment, misc. Something for everyone. Everything must go. No early sales please. Cash only. bbox=[543, 1112, 616, 1144]
category-title: 711 Misc. For Sale bbox=[621, 16, 677, 23]
classified-ad-text: GARAGE SALE Thurs., Fri., Sat. 9am-5pm. Household items, furniture, clothing, toys, books, tools, lamps, dishes, linens, bikes, antiques, baby items, glassware, lawn equipment, misc. Something for everyone. Everything must go. No early sales please. Cash only. bbox=[389, 1267, 462, 1300]
classified-ad-text: GARAGE SALE Thurs., Fri., Sat. 9am-5pm. Household items, furniture, clothing, toys, books, tools, lamps, dishes, linens, bikes, antiques, baby items, glassware, lawn equipment, misc. Something for everyone. Everything must go. No early sales please. Cash only. bbox=[158, 1460, 231, 1493]
classified-ad-text: GARAGE SALE Thurs., Fri., Sat. 9am-5pm. Household items, furniture, clothing, toys, books, tools, lamps, dishes, linens, bikes, antiques, baby items, glassware, lawn equipment, misc. Something for everyone. Everything must go. No early sales please. Cash only. bbox=[4, 2033, 77, 2065]
classified-ad-text: GARAGE SALE Thurs., Fri., Sat. 9am-5pm. Household items, furniture, clothing, toys, books, tools, lamps, dishes, linens, bikes, antiques, baby items, glassware, lawn equipment, misc. Something for everyone. Everything must go. No early sales please. Cash only. bbox=[389, 285, 462, 318]
ad-headline: GARAGE SALE bbox=[543, 58, 573, 63]
classified-ad-text: GARAGE SALE Thurs., Fri., Sat. 9am-5pm. Household items, furniture, clothing, toys, books, tools, lamps, dishes, linens, bikes, antiques, baby items, glassware, lawn equipment, misc. Something for everyone. Everything must go. No early sales please. Cash only. bbox=[4, 299, 77, 332]
classified-ad-text: GARAGE SALE Thurs., Fri., Sat. 9am-5pm. Household items, furniture, clothing, toys, books, tools, lamps, dishes, linens, bikes, antiques, baby items, glassware, lawn equipment, misc. Something for everyone. Everything must go. No early sales please. Cash only. bbox=[81, 1452, 154, 1485]
classified-ad bbox=[4, 87, 77, 110]
classified-ad-text: GARAGE SALE Thurs., Fri., Sat. 9am-5pm. Household items, furniture, clothing, toys, books, tools, lamps, dishes, linens, bikes, antiques, baby items, glassware, lawn equipment, misc. Something for everyone. Everything must go. No early sales please. Cash only. bbox=[4, 1043, 77, 1075]
price-line: Bunk Beds.......... $99.95 bbox=[83, 232, 137, 239]
classified-ad-text: GARAGE SALE Thurs., Fri., Sat. 9am-5pm. Household items, furniture, clothing, toys, books, tools, lamps, dishes, linens, bikes, antiques, baby items, glassware, lawn equipment, misc. Something for everyone. Everything must go. No early sales please. Cash only. bbox=[466, 1144, 539, 1177]
classified-ad-text: GARAGE SALE Thurs., Fri., Sat. 9am-5pm. Household items, furniture, clothing, toys, books, tools, lamps, dishes, linens, bikes, antiques, baby items, glassware, lawn equipment, misc. Something for everyone. Everything must go. No early sales please. Cash only. bbox=[4, 1814, 77, 1846]
classified-ad-text: GARAGE SALE Thurs., Fri., Sat. 9am-5pm. Household items, furniture, clothing, toys, books, tools, lamps, dishes, linens, bikes, antiques, baby items, glassware, lawn equipment, misc. Something for everyone. Everything must go. No early sales please. Cash only. bbox=[4, 686, 77, 718]
column-8 bbox=[541, 13, 618, 1290]
display-ad bbox=[4, 758, 77, 794]
classified-ad-text: GARAGE SALE Thurs., Fri., Sat. 9am-5pm. Household items, furniture, clothing, toys, books, tools, lamps, dishes, linens, bikes, antiques, baby items, glassware, lawn equipment, misc. Something for everyone. Everything must go. No early sales please. Cash only. bbox=[4, 513, 77, 546]
